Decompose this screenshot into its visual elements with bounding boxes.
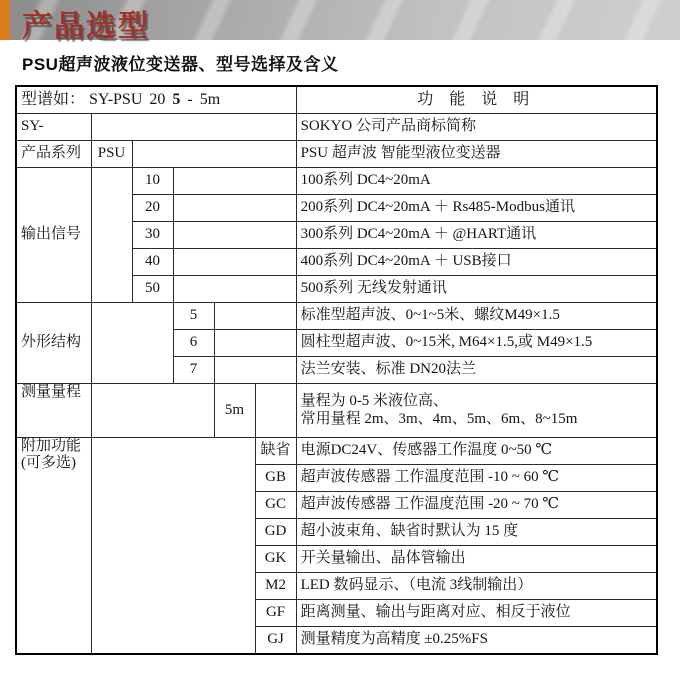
structure-desc-cell: 法兰安装、标准 DN20法兰 <box>296 357 657 384</box>
structure-desc-cell: 圆柱型超声波、0~15米, M64×1.5,或 M49×1.5 <box>296 330 657 357</box>
output-section-label-cell: 输出信号 <box>16 168 91 303</box>
addon-code-cell: GB <box>255 465 296 492</box>
addon-code-cell: 缺省 <box>255 438 296 465</box>
range-desc-line2: 常用量程 2m、3m、4m、5m、6m、8~15m <box>300 410 578 427</box>
output-row <box>16 168 657 195</box>
output-code-cell: 20 <box>132 195 173 222</box>
empty-cell <box>91 384 214 438</box>
series-label-cell: 产品系列 <box>16 141 91 168</box>
addon-desc-cell: LED 数码显示、（电流 3线制输出） <box>296 573 657 600</box>
output-desc-cell: 100系列 DC4~20mA <box>296 168 657 195</box>
model-part-output: 20 <box>149 90 166 108</box>
output-desc-cell: 300系列 DC4~20mA ＋ @HART通讯 <box>296 222 657 249</box>
addon-row <box>16 438 657 465</box>
page-subtitle: PSU超声波液位变送器、型号选择及含义 <box>22 55 339 74</box>
output-code-cell: 10 <box>132 168 173 195</box>
range-code-cell: 5m <box>214 384 255 438</box>
addon-desc-cell: 测量精度为高精度 ±0.25%FS <box>296 627 657 655</box>
series-code-cell: PSU <box>91 141 132 168</box>
model-example-cell <box>16 86 296 114</box>
addon-desc-cell: 距离测量、输出与距离对应、相反于液位 <box>296 600 657 627</box>
range-row <box>16 384 657 438</box>
accent-bar <box>0 0 10 40</box>
structure-section-label-cell: 外形结构 <box>16 303 91 384</box>
structure-code-cell: 5 <box>173 303 214 330</box>
model-part-range: 5m <box>199 90 221 108</box>
empty-cell <box>173 222 296 249</box>
addon-section-label-cell <box>16 438 91 655</box>
empty-cell <box>132 141 296 168</box>
function-header-cell: 功 能 说 明 <box>296 86 657 114</box>
empty-cell <box>255 384 296 438</box>
empty-cell <box>214 330 296 357</box>
addon-code-cell: GJ <box>255 627 296 655</box>
structure-code-cell: 7 <box>173 357 214 384</box>
empty-cell <box>173 276 296 303</box>
model-part-dash: - <box>187 90 193 108</box>
range-desc-cell <box>296 384 657 438</box>
structure-desc-cell: 标准型超声波、0~1~5米、螺纹M49×1.5 <box>296 303 657 330</box>
addon-code-cell: M2 <box>255 573 296 600</box>
brand-desc-cell: SOKYO 公司产品商标简称 <box>296 114 657 141</box>
empty-cell <box>173 249 296 276</box>
empty-cell <box>173 195 296 222</box>
range-label-cell: 测量量程 <box>16 384 91 438</box>
model-selection-table <box>15 85 658 655</box>
addon-code-cell: GC <box>255 492 296 519</box>
output-desc-cell: 400系列 DC4~20mA ＋ USB接口 <box>296 249 657 276</box>
addon-code-cell: GD <box>255 519 296 546</box>
model-part-brand: SY-PSU <box>89 90 143 108</box>
empty-cell <box>214 357 296 384</box>
output-desc-cell: 500系列 无线发射通讯 <box>296 276 657 303</box>
addon-code-cell: GK <box>255 546 296 573</box>
model-part-structure: 5 <box>172 90 181 108</box>
addon-desc-cell: 超声波传感器 工作温度范围 -10 ~ 60 ℃ <box>296 465 657 492</box>
addon-desc-cell: 超声波传感器 工作温度范围 -20 ~ 70 ℃ <box>296 492 657 519</box>
output-code-cell: 50 <box>132 276 173 303</box>
output-desc-cell: 200系列 DC4~20mA ＋ Rs485-Modbus通讯 <box>296 195 657 222</box>
series-desc-cell: PSU 超声波 智能型液位变送器 <box>296 141 657 168</box>
structure-row <box>16 303 657 330</box>
empty-cell <box>91 114 296 141</box>
page-banner <box>0 0 680 43</box>
header-row <box>16 86 657 114</box>
output-code-cell: 30 <box>132 222 173 249</box>
structure-code-cell: 6 <box>173 330 214 357</box>
addon-label-line1: 附加功能 <box>21 438 82 454</box>
empty-cell <box>91 438 255 655</box>
page-title: 产品选型 <box>22 10 150 43</box>
empty-cell <box>91 168 132 303</box>
addon-desc-cell: 开关量输出、晶体管输出 <box>296 546 657 573</box>
brand-row <box>16 114 657 141</box>
model-example-label: 型谱如： <box>21 90 86 108</box>
addon-code-cell: GF <box>255 600 296 627</box>
brand-label-cell: SY- <box>16 114 91 141</box>
empty-cell <box>173 168 296 195</box>
addon-label-line2: (可多选) <box>21 455 76 472</box>
addon-desc-cell: 电源DC24V、传感器工作温度 0~50 ℃ <box>296 438 657 465</box>
output-code-cell: 40 <box>132 249 173 276</box>
range-desc-line1: 量程为 0-5 米液位高、 <box>300 393 449 410</box>
addon-desc-cell: 超小波束角、缺省时默认为 15 度 <box>296 519 657 546</box>
series-row <box>16 141 657 168</box>
empty-cell <box>214 303 296 330</box>
empty-cell <box>91 303 173 384</box>
